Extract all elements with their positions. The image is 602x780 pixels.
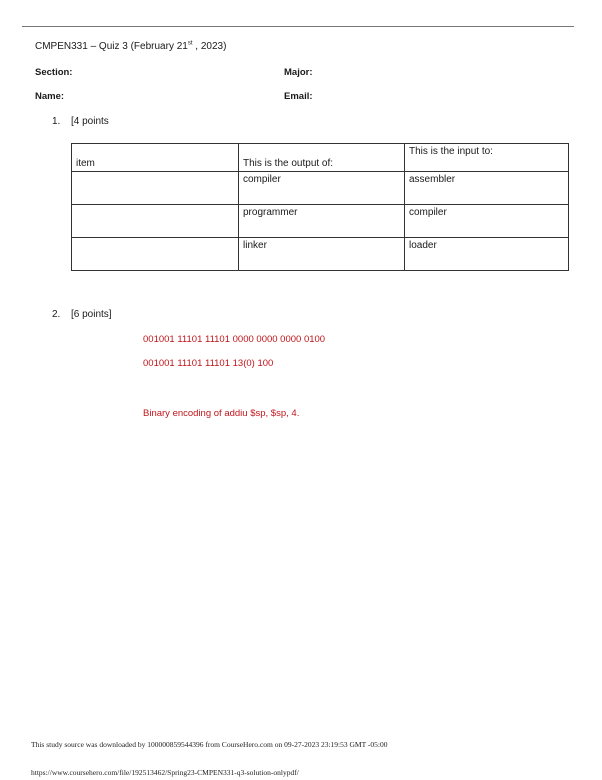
table-cell: assembler (405, 172, 569, 205)
section-label: Section: (35, 67, 73, 78)
source-url[interactable]: https://www.coursehero.com/file/192513462/Spring23-CMPEN331-q3-solution-onlypdf/ (31, 768, 299, 777)
question-2-number: 2. (52, 309, 61, 320)
major-label: Major: (284, 67, 313, 78)
answer-line-3: Binary encoding of addiu $sp, $sp, 4. (143, 408, 300, 419)
table-cell (72, 172, 239, 205)
table-cell: compiler (239, 172, 405, 205)
table-cell: loader (405, 238, 569, 271)
table-header-cell: This is the output of: (239, 144, 405, 172)
table-cell: linker (239, 238, 405, 271)
answer-line-1: 001001 11101 11101 0000 0000 0000 0100 (143, 334, 326, 345)
table-cell: compiler (405, 205, 569, 238)
answer-line-2: 001001 11101 11101 13(0) 100 (143, 358, 274, 369)
table-row (72, 238, 569, 271)
quiz-title: CMPEN331 – Quiz 3 (February 21st , 2023) (35, 40, 227, 52)
table-header-row (72, 144, 569, 172)
table-cell: programmer (239, 205, 405, 238)
table-cell (72, 205, 239, 238)
table-header-cell: item (72, 144, 239, 172)
table-cell (72, 238, 239, 271)
table-header-cell: This is the input to: (405, 144, 569, 172)
question-1-number: 1. (52, 116, 61, 127)
name-label: Name: (35, 91, 65, 102)
table-row (72, 205, 569, 238)
question-1 (52, 116, 109, 127)
question-2-text: [6 points] (71, 309, 112, 320)
question-1-text: [4 points (71, 116, 109, 127)
question-2 (52, 309, 112, 320)
download-notice: This study source was downloaded by 100000859544396 from CourseHero.com on 09-27-2023 23:19:53 GMT -05:00 (31, 740, 388, 749)
top-rule (22, 26, 574, 27)
email-label: Email: (284, 91, 313, 102)
answer-table (71, 143, 569, 271)
table-row (72, 172, 569, 205)
